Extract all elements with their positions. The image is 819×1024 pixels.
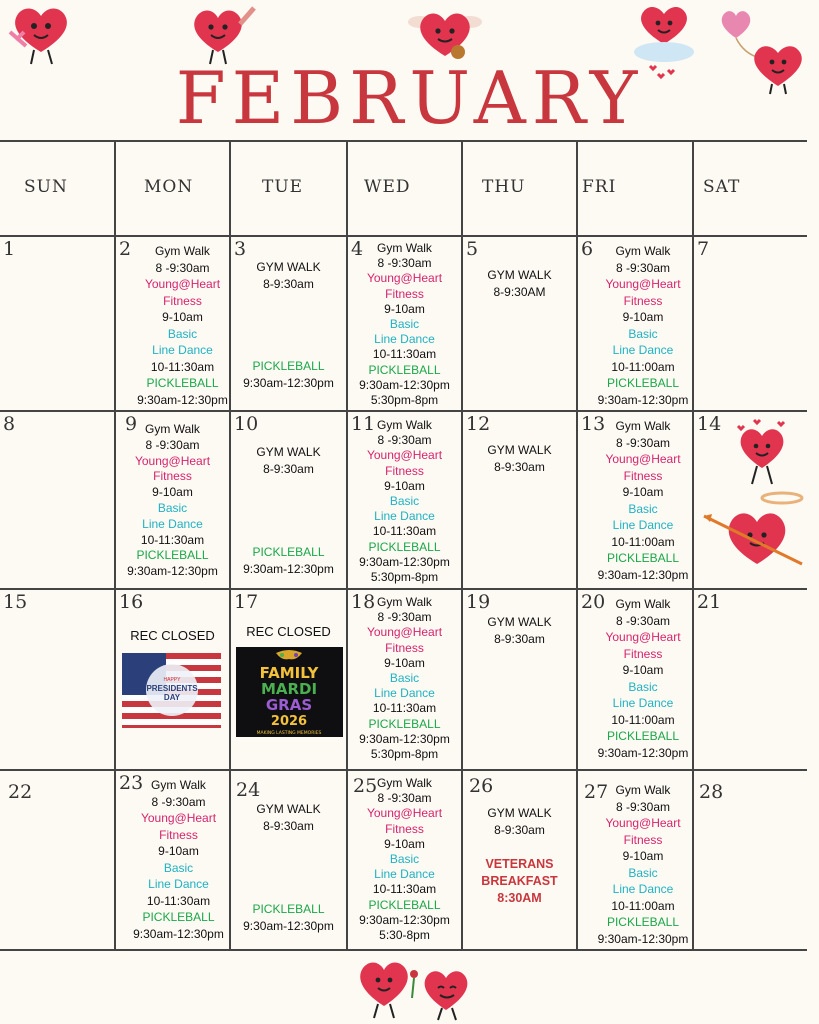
event-pickleball: PICKLEBALL xyxy=(606,551,680,565)
event-time: 9:30am-12:30pm xyxy=(133,926,224,941)
mardi-gras-image xyxy=(236,647,343,737)
rec-closed-label: REC CLOSED xyxy=(246,624,331,639)
event-time: 10-11:00am xyxy=(611,359,675,374)
event-time: 8 -9:30am xyxy=(377,791,432,806)
event-time: 9:30am-12:30pm xyxy=(359,377,450,392)
mardi-family-text: FAMILY xyxy=(259,664,319,682)
day-number: 2 xyxy=(119,238,132,260)
event-line-dance: Line Dance xyxy=(152,343,213,357)
event-time: 9:30am-12:30pm xyxy=(359,731,450,746)
event-time: 9:30am-12:30pm xyxy=(127,564,218,579)
event-time: 8 -9:30am xyxy=(145,437,200,452)
presidents-day-image xyxy=(122,653,221,728)
event-line-dance: Line Dance xyxy=(612,882,674,896)
day-cell-1 xyxy=(0,237,114,410)
event-gym-walk: GYM WALK xyxy=(256,260,321,274)
day-number: 21 xyxy=(697,591,722,613)
event-pickleball: PICKLEBALL xyxy=(146,376,219,390)
event-time: 10-11:00am xyxy=(611,712,675,727)
event-fitness: Fitness xyxy=(623,293,663,308)
event-time: 5:30pm-8pm xyxy=(370,570,439,585)
event-time: 9:30am-12:30pm xyxy=(597,392,689,407)
event-pickleball: PICKLEBALL xyxy=(606,729,680,743)
day-header-mon: MON xyxy=(144,177,194,197)
event-pickleball: PICKLEBALL xyxy=(368,716,441,731)
event-time: 8 -9:30am xyxy=(377,610,432,625)
event-line-dance: Line Dance xyxy=(374,867,435,882)
event-time: 8 -9:30am xyxy=(615,613,671,628)
event-basic: Basic xyxy=(389,852,420,867)
event-time: 8-9:30AM xyxy=(493,284,546,299)
event-gym-walk: Gym Walk xyxy=(615,783,671,797)
day-number: 5 xyxy=(466,238,479,260)
event-time: 10-11:30am xyxy=(146,893,211,908)
day-number: 24 xyxy=(236,779,261,801)
day-cell-10 xyxy=(231,412,346,588)
day-number: 27 xyxy=(584,781,609,803)
event-time: 8-9:30am xyxy=(494,459,545,474)
mardi-tagline-text: MAKING LASTING MEMORIES xyxy=(256,731,322,736)
event-breakfast: BREAKFAST xyxy=(481,874,558,888)
day-number: 7 xyxy=(697,238,710,260)
event-line-dance: Line Dance xyxy=(612,696,674,710)
event-gym-walk: Gym Walk xyxy=(377,595,432,609)
day-cell-23 xyxy=(116,771,229,949)
event-young-heart: Young@Heart xyxy=(366,271,443,286)
day-cell-24 xyxy=(231,771,346,949)
month-title: FEBRUARY xyxy=(175,56,644,140)
day-cell-25 xyxy=(348,771,461,949)
event-line-dance: Line Dance xyxy=(374,332,435,347)
event-time: 9:30am-12:30pm xyxy=(597,745,689,760)
event-line-dance: Line Dance xyxy=(612,518,674,532)
event-basic: Basic xyxy=(628,679,658,694)
event-gym-walk: Gym Walk xyxy=(615,244,671,258)
event-fitness: Fitness xyxy=(385,640,424,655)
event-basic: Basic xyxy=(389,317,420,332)
event-basic: Basic xyxy=(167,326,198,341)
event-pickleball: PICKLEBALL xyxy=(368,897,441,912)
event-time: 9-10am xyxy=(622,310,664,324)
event-pickleball: PICKLEBALL xyxy=(252,545,325,559)
event-line-dance: Line Dance xyxy=(142,516,203,531)
event-young-heart: Young@Heart xyxy=(366,806,443,821)
event-time: 5:30pm-8pm xyxy=(370,747,439,762)
event-pickleball: PICKLEBALL xyxy=(368,539,441,554)
event-gym-walk: GYM WALK xyxy=(256,802,321,816)
event-gym-walk: Gym Walk xyxy=(151,778,206,792)
calendar-grid xyxy=(0,140,807,951)
event-time: 8-9:30am xyxy=(494,631,545,646)
day-number: 18 xyxy=(351,591,376,613)
day-cell-2 xyxy=(116,237,229,410)
day-number: 23 xyxy=(119,772,144,794)
event-fitness: Fitness xyxy=(385,286,424,301)
event-time: 8 -9:30am xyxy=(151,794,206,809)
day-header-fri: FRI xyxy=(582,177,617,197)
event-time: 10-11:30am xyxy=(372,524,437,539)
day-cell-14 xyxy=(694,412,807,588)
event-line-dance: Line Dance xyxy=(374,686,435,701)
event-time: 9:30am-12:30pm xyxy=(597,931,689,946)
event-time: 9-10am xyxy=(162,310,203,324)
event-young-heart: Young@Heart xyxy=(605,452,681,466)
event-time: 8-9:30am xyxy=(494,822,545,837)
event-time: 9-10am xyxy=(384,655,425,670)
event-basic: Basic xyxy=(389,671,420,686)
event-pickleball: PICKLEBALL xyxy=(136,548,209,563)
day-cell-9 xyxy=(116,412,229,588)
day-cell-26 xyxy=(463,771,576,949)
day-cell-18 xyxy=(348,590,461,769)
mardi-mardi-text: MARDI xyxy=(260,680,318,698)
day-cell-13 xyxy=(578,412,692,588)
event-time: 9-10am xyxy=(152,485,193,500)
event-veterans: VETERANS xyxy=(485,857,554,871)
event-pickleball: PICKLEBALL xyxy=(606,376,680,390)
event-fitness: Fitness xyxy=(385,463,424,478)
mardi-gras-text: GRAS xyxy=(265,696,313,714)
event-time: 9-10am xyxy=(384,836,425,851)
event-time: 8-9:30am xyxy=(263,461,314,476)
day-header-wed: WED xyxy=(364,177,411,197)
day-cell-8 xyxy=(0,412,114,588)
rec-closed-label: REC CLOSED xyxy=(130,628,215,643)
day-number: 16 xyxy=(119,591,144,613)
event-gym-walk: GYM WALK xyxy=(487,268,552,282)
day-number: 10 xyxy=(234,413,259,435)
event-time: 9:30am-12:30pm xyxy=(359,912,450,927)
event-gym-walk: Gym Walk xyxy=(145,422,200,436)
event-pickleball: PICKLEBALL xyxy=(252,902,325,916)
event-time: 9:30am-12:30pm xyxy=(243,918,334,933)
event-time: 8 -9:30am xyxy=(377,256,432,271)
day-cell-6 xyxy=(578,237,692,410)
event-pickleball: PICKLEBALL xyxy=(142,910,215,924)
event-gym-walk: Gym Walk xyxy=(155,244,210,258)
event-young-heart: Young@Heart xyxy=(605,630,681,644)
day-number: 28 xyxy=(699,781,724,803)
event-time: 10-11:30am xyxy=(140,532,205,547)
event-gym-walk: GYM WALK xyxy=(487,615,552,629)
event-gym-walk: GYM WALK xyxy=(256,445,321,459)
day-header-thu: THU xyxy=(482,177,526,197)
event-time: 9-10am xyxy=(622,485,664,499)
day-cell-22 xyxy=(0,771,114,949)
event-young-heart: Young@Heart xyxy=(366,625,443,640)
event-time: 10-11:30am xyxy=(372,347,437,362)
event-pickleball: PICKLEBALL xyxy=(368,362,441,377)
day-number: 19 xyxy=(466,591,491,613)
event-time: 10-11:30am xyxy=(372,701,437,716)
event-pickleball: PICKLEBALL xyxy=(606,915,680,929)
day-number: 14 xyxy=(697,413,722,435)
day-cell-3 xyxy=(231,237,346,410)
day-number: 9 xyxy=(125,413,138,435)
event-basic: Basic xyxy=(628,326,658,341)
event-fitness: Fitness xyxy=(623,832,663,847)
event-basic: Basic xyxy=(157,500,188,515)
event-fitness: Fitness xyxy=(159,827,198,842)
day-cell-12 xyxy=(463,412,576,588)
day-cell-7 xyxy=(694,237,807,410)
day-number: 25 xyxy=(353,775,378,797)
heart-character-icon xyxy=(732,418,792,490)
event-time: 10-11:30am xyxy=(150,359,215,374)
event-time: 8 -9:30am xyxy=(615,799,671,814)
day-cell-19 xyxy=(463,590,576,769)
event-gym-walk: GYM WALK xyxy=(487,443,552,457)
event-time: 9:30am-12:30pm xyxy=(137,392,228,407)
event-gym-walk: Gym Walk xyxy=(615,597,671,611)
event-young-heart: Young@Heart xyxy=(605,816,681,830)
event-gym-walk: Gym Walk xyxy=(377,418,432,432)
event-pickleball: PICKLEBALL xyxy=(252,359,325,373)
day-number: 26 xyxy=(469,775,494,797)
event-gym-walk: Gym Walk xyxy=(377,241,432,255)
event-time: 8 -9:30am xyxy=(377,433,432,448)
day-number: 11 xyxy=(351,413,376,435)
event-gym-walk: Gym Walk xyxy=(615,419,671,433)
day-number: 3 xyxy=(234,238,247,260)
event-time: 9-10am xyxy=(384,301,425,316)
event-time: 9:30am-12:30pm xyxy=(359,554,450,569)
event-line-dance: Line Dance xyxy=(374,509,435,524)
event-time: 9:30am-12:30pm xyxy=(243,375,334,390)
day-number: 1 xyxy=(3,238,16,260)
day-cell-28 xyxy=(694,771,807,949)
presidents-day-text: DAY xyxy=(163,693,181,702)
event-time: 8 -9:30am xyxy=(155,260,210,275)
presidents-happy-text: HAPPY xyxy=(163,677,181,683)
event-time: 8:30AM xyxy=(497,891,542,905)
event-basic: Basic xyxy=(163,860,194,875)
event-fitness: Fitness xyxy=(623,646,663,661)
event-gym-walk: GYM WALK xyxy=(487,806,552,820)
event-line-dance: Line Dance xyxy=(148,877,209,891)
event-fitness: Fitness xyxy=(385,821,424,836)
mardi-year-text: 2026 xyxy=(270,714,308,729)
day-number: 22 xyxy=(8,781,33,803)
event-young-heart: Young@Heart xyxy=(605,277,681,291)
day-header-tue: TUE xyxy=(262,177,304,197)
event-time: 9-10am xyxy=(158,844,199,858)
event-time: 10-11:00am xyxy=(611,898,675,913)
event-young-heart: Young@Heart xyxy=(140,811,217,825)
event-time: 10-11:30am xyxy=(372,882,437,897)
event-young-heart: Young@Heart xyxy=(144,277,221,291)
presidents-title-text: PRESIDENTS xyxy=(146,684,198,693)
event-time: 8 -9:30am xyxy=(615,260,671,275)
event-time: 9:30am-12:30pm xyxy=(597,567,689,582)
event-basic: Basic xyxy=(628,501,658,516)
heart-cupid-icon xyxy=(702,490,807,578)
heart-character-icon xyxy=(352,950,478,1022)
event-time: 5:30-8pm xyxy=(379,928,430,943)
day-header-sun: SUN xyxy=(24,177,68,197)
event-fitness: Fitness xyxy=(153,469,192,484)
event-time: 8 -9:30am xyxy=(615,435,671,450)
event-gym-walk: Gym Walk xyxy=(377,776,432,790)
event-young-heart: Young@Heart xyxy=(134,453,211,468)
event-time: 5:30pm-8pm xyxy=(370,393,439,408)
day-number: 17 xyxy=(234,591,259,613)
day-cell-4 xyxy=(348,237,461,410)
event-time: 8-9:30am xyxy=(263,276,314,291)
event-young-heart: Young@Heart xyxy=(366,448,443,463)
event-time: 10-11:00am xyxy=(611,534,675,549)
day-cell-15 xyxy=(0,590,114,769)
day-number: 4 xyxy=(351,238,364,260)
day-cell-11 xyxy=(348,412,461,588)
event-time: 9-10am xyxy=(622,663,664,677)
event-fitness: Fitness xyxy=(623,468,663,483)
day-header-sat: SAT xyxy=(703,177,741,197)
day-cell-16 xyxy=(116,590,229,769)
day-number: 20 xyxy=(581,591,606,613)
day-number: 6 xyxy=(581,238,594,260)
day-number: 15 xyxy=(3,591,28,613)
event-time: 9-10am xyxy=(622,849,664,863)
day-cell-17 xyxy=(231,590,346,769)
event-time: 8-9:30am xyxy=(263,818,314,833)
event-fitness: Fitness xyxy=(163,293,202,308)
day-cell-21 xyxy=(694,590,807,769)
event-line-dance: Line Dance xyxy=(612,343,674,357)
day-number: 12 xyxy=(466,413,491,435)
day-cell-27 xyxy=(578,771,692,949)
event-basic: Basic xyxy=(389,494,420,509)
day-number: 8 xyxy=(3,413,16,435)
day-cell-20 xyxy=(578,590,692,769)
day-number: 13 xyxy=(581,413,606,435)
event-basic: Basic xyxy=(628,865,658,880)
event-time: 9-10am xyxy=(384,478,425,493)
day-cell-5 xyxy=(463,237,576,410)
event-time: 9:30am-12:30pm xyxy=(243,561,334,576)
